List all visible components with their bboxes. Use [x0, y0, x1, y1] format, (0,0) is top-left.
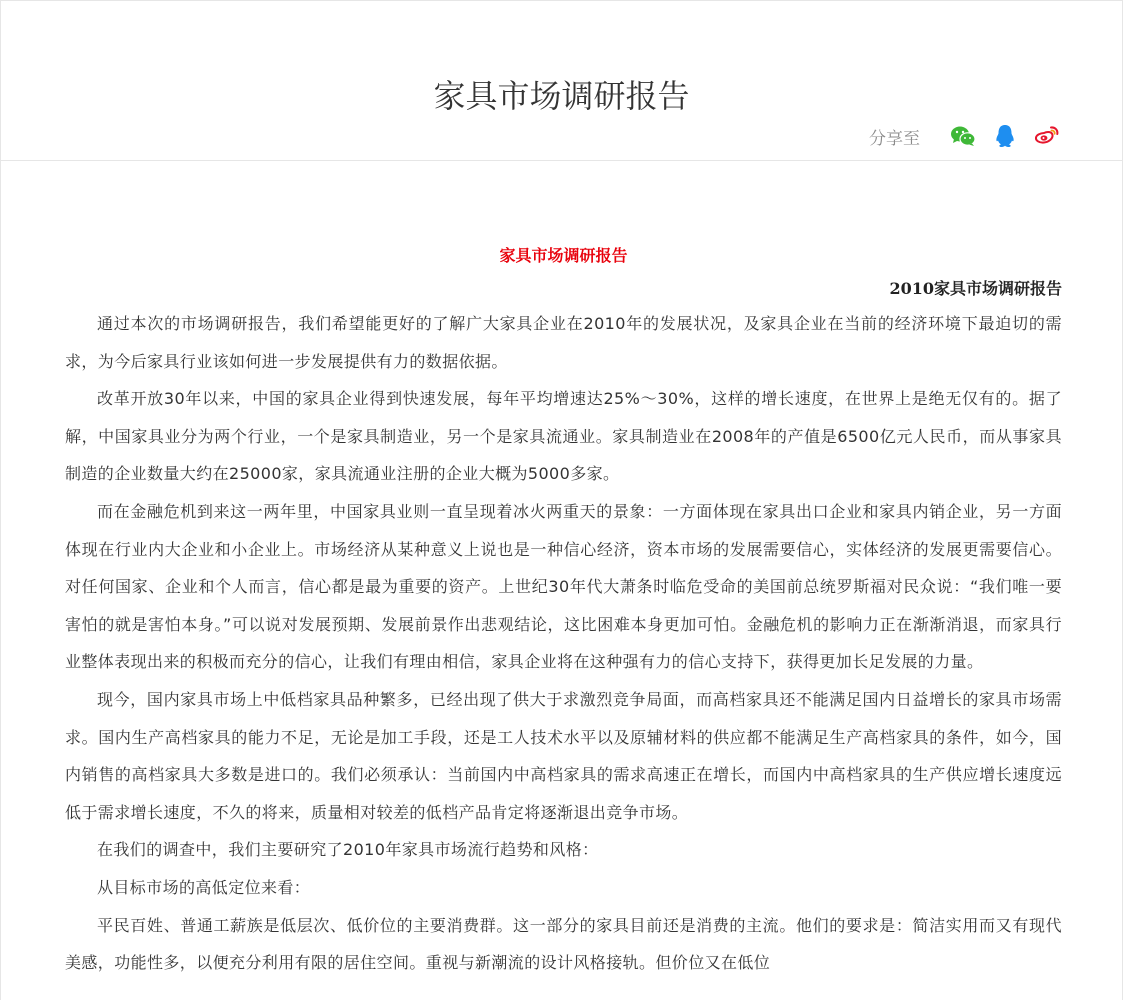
article-paragraph: 现今，国内家具市场上中低档家具品种繁多，已经出现了供大于求激烈竞争局面，而高档家具还不能满足国内日益增长的家具市场需求。国内生产高档家具的能力不足，无论是加工手段，还是工人技术水平以及原辅材料的供应都不能满足生产高档家具的条件，如今，国内销售的高档家具大多数是进口的。我们必须承认：当前国内中高档家具的需求高速正在增长，而国内中高档家具的生产供应增长速度远低于需求增长速度，不久的将来，质量相对较差的低档产品肯定将逐渐退出竞争市场。 — [65, 689, 1062, 822]
qq-icon[interactable] — [992, 123, 1018, 149]
page-title: 家具市场调研报告 — [433, 77, 690, 116]
weibo-icon[interactable] — [1034, 123, 1060, 149]
article-title: 家具市场调研报告 — [499, 246, 628, 265]
share-bar — [869, 121, 1060, 151]
share-label: 分享至 — [869, 128, 920, 149]
article-content — [65, 161, 1062, 982]
article-subtitle: 2010家具市场调研报告 — [889, 279, 1062, 298]
page-header — [1, 1, 1122, 161]
wechat-icon[interactable] — [950, 123, 976, 149]
article-paragraph: 从目标市场的高低定位来看： — [97, 877, 311, 897]
article-paragraph: 通过本次的市场调研报告，我们希望能更好的了解广大家具企业在2010年的发展状况，及家具企业在当前的经济环境下最迫切的需求，为今后家具行业该如何进一步发展提供有力的数据依据。 — [65, 314, 1062, 371]
article-paragraph: 在我们的调查中，我们主要研究了2010年家具市场流行趋势和风格： — [97, 840, 599, 860]
article-paragraph: 改革开放30年以来，中国的家具企业得到快速发展，每年平均增速达25%～30%，这样的增长速度，在世界上是绝无仅有的。据了解，中国家具业分为两个行业，一个是家具制造业，另一个是家具流通业。家具制造业在2008年的产值是6500亿元人民币，而从事家具制造的企业数量大约在25000家，家具流通业注册的企业大概为5000多家。 — [65, 389, 1062, 484]
article-paragraph: 而在金融危机到来这一两年里，中国家具业则一直呈现着冰火两重天的景象：一方面体现在家具出口企业和家具内销企业，另一方面体现在行业内大企业和小企业上。市场经济从某种意义上说也是一种信心经济，资本市场的发展需要信心，实体经济的发展更需要信心。对任何国家、企业和个人而言，信心都是最为重要的资产。上世纪30年代大萧条时临危受命的美国前总统罗斯福对民众说：“我们唯一要害怕的就是害怕本身。”可以说对发展预期、发展前景作出悲观结论，这比困难本身更加可怕。金融危机的影响力正在渐渐消退，而家具行业整体表现出来的积极而充分的信心，让我们有理由相信，家具企业将在这种强有力的信心支持下，获得更加长足发展的力量。 — [65, 501, 1062, 672]
article-paragraph: 平民百姓、普通工薪族是低层次、低价位的主要消费群。这一部分的家具目前还是消费的主流。他们的要求是：简洁实用而又有现代美感，功能性多，以便充分利用有限的居住空间。重视与新潮流的设计风格接轨。但价位又在低位 — [65, 915, 1062, 973]
